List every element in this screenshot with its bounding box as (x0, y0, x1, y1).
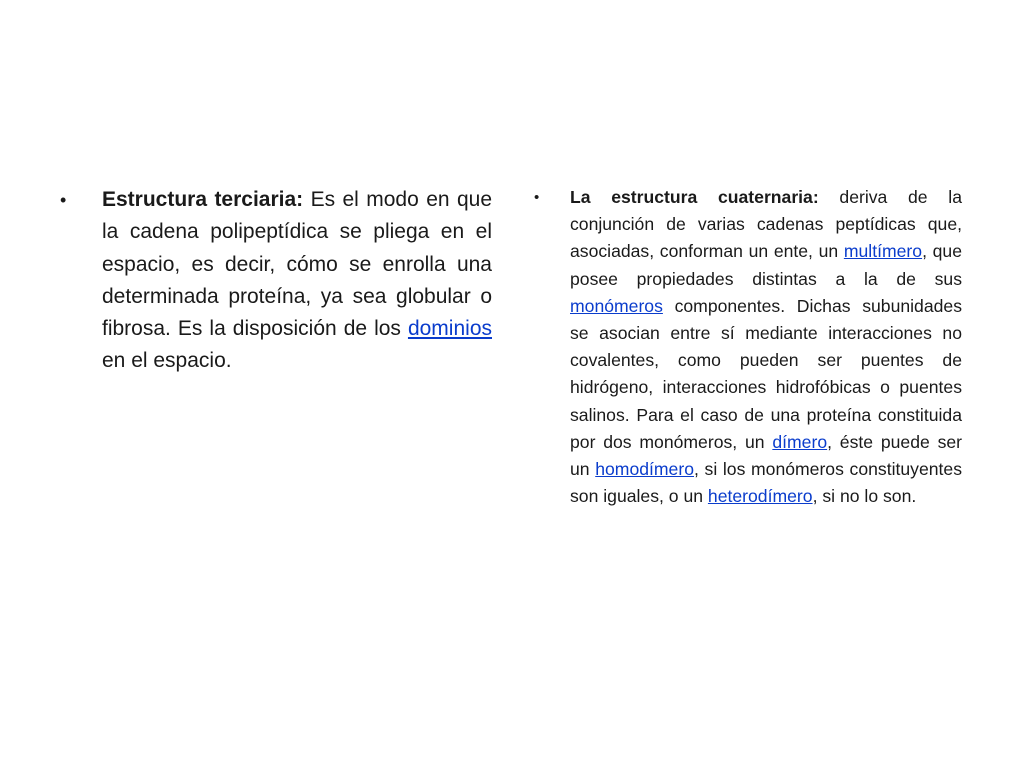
paragraph-text: deriva de la conjunción de varias cadenas peptídicas que, asociadas, conforman un ente, un (570, 187, 962, 262)
right-column (534, 184, 963, 510)
paragraph-text: , si no lo son. (812, 486, 917, 507)
paragraph-text: componentes. Dichas subunidades se asocian entre sí mediante interacciones no covalentes, como pueden ser puentes de hidrógeno, interacciones hidrofóbicas o puentes salinos. Para el caso de una proteína constituida por dos monómeros, un (570, 295, 962, 452)
quaternary-structure-term: La estructura cuaternaria: (570, 187, 819, 207)
paragraph-text: , si los monómeros constituyentes son iguales, o un (570, 459, 962, 507)
heterodimero-link[interactable]: heterodímero (707, 486, 813, 507)
paragraph-text: , que posee propiedades distintas a la de sus (570, 241, 962, 289)
dimero-link[interactable]: dímero (772, 431, 828, 452)
tertiary-structure-paragraph (102, 184, 492, 378)
left-column (60, 184, 493, 378)
homodimero-link[interactable]: homodímero (595, 459, 694, 480)
paragraph-text: Es el modo en que la cadena polipeptídica se pliega en el espacio, es decir, cómo se enrolla una determinada proteína, ya sea globular o fibrosa. Es la disposición de los (102, 188, 493, 341)
quaternary-structure-paragraph (570, 184, 962, 510)
multimero-link[interactable]: multímero (843, 241, 923, 262)
bullet-icon: • (534, 189, 540, 206)
paragraph-text: en el espacio. (102, 349, 232, 373)
tertiary-structure-term: Estructura terciaria: (102, 188, 304, 211)
paragraph-text: , éste puede ser un (570, 431, 963, 480)
bullet-icon: • (60, 190, 67, 210)
monomeros-link[interactable]: monómeros (570, 295, 663, 316)
dominios-link[interactable]: dominios (407, 317, 492, 341)
